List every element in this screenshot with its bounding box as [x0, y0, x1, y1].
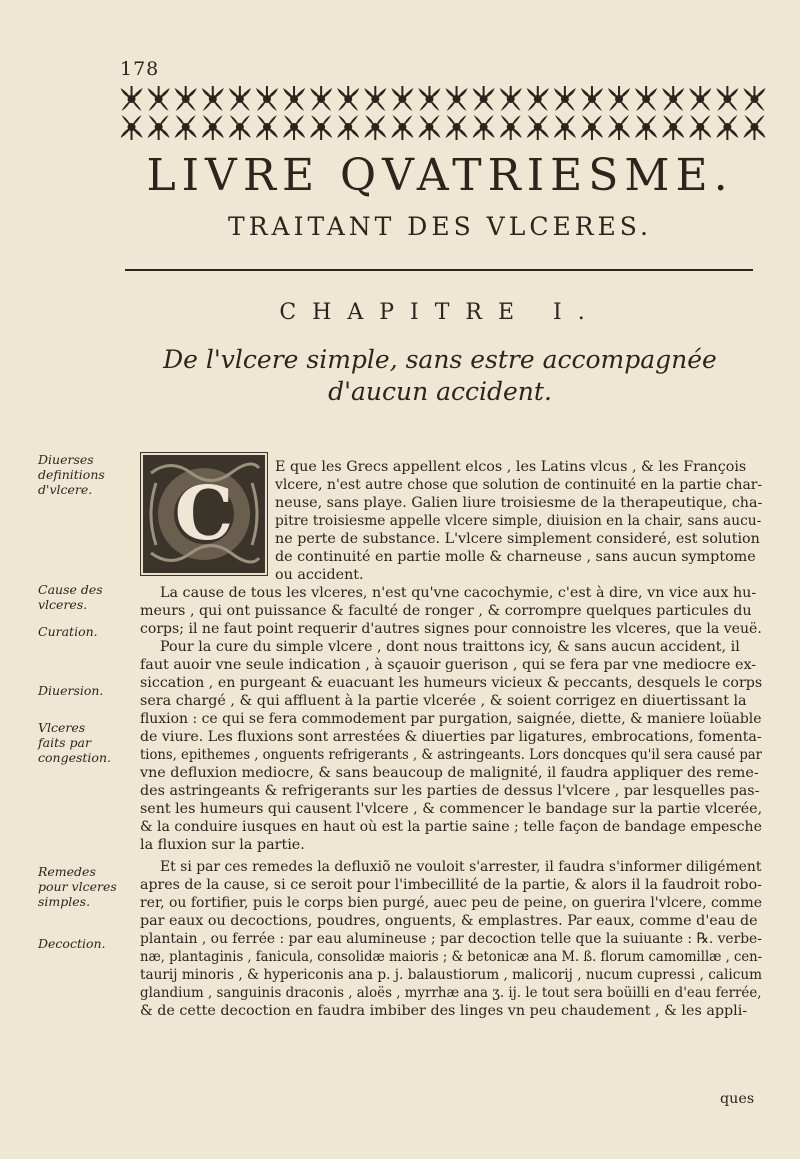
fleuron-unit: [500, 86, 522, 111]
fleuron-unit: [554, 86, 576, 111]
margin-note-line: congestion.: [38, 750, 111, 765]
body-line: corps; il ne faut point requerir d'autres signes pour connoistre les vlceres, que la veuë.: [140, 621, 762, 637]
body-line: glandium , sanguinis draconis , aloës , myrrhæ ana ʒ. ij. le tout sera boüilli en d'eau ferrée,: [140, 985, 762, 1001]
fleuron-unit: [473, 115, 495, 140]
fleuron-unit: [256, 115, 278, 140]
fleuron-unit: [364, 115, 386, 140]
margin-note-line: d'vlcere.: [38, 482, 93, 497]
separator-rule: [125, 269, 753, 271]
fleuron-unit: [148, 115, 170, 140]
book-title: LIVRE QVATRIESME.: [146, 150, 734, 201]
fleuron-unit: [175, 86, 197, 111]
page-number: 178: [120, 58, 160, 80]
fleuron-unit: [256, 86, 278, 111]
fleuron-unit: [121, 115, 143, 140]
fleuron-unit: [310, 86, 332, 111]
margin-note-line: Remedes: [38, 864, 96, 879]
margin-note-curation: [38, 624, 120, 639]
body-line: par eaux ou decoctions, poudres, onguents, & emplastres. Par eaux, comme d'eau de: [140, 913, 758, 929]
fleuron-unit: [635, 115, 657, 140]
catchword: ques: [720, 1091, 755, 1107]
fleuron-unit: [418, 115, 440, 140]
body-line: de viure. Les fluxions sont arrestées & diuerties par ligatures, embrocations, fomenta-: [140, 729, 762, 745]
fleuron-unit: [581, 86, 603, 111]
fleuron-unit: [662, 115, 684, 140]
fleuron-ornament-band: [118, 84, 768, 142]
body-line: La cause de tous les vlceres, n'est qu'vne cacochymie, c'est à dire, vn vice aux hu-: [160, 585, 757, 601]
fleuron-unit: [283, 86, 305, 111]
body-line: Et si par ces remedes la defluxiõ ne vouloit s'arrester, il faudra s'informer diligément: [160, 859, 762, 875]
body-line: taurij minoris , & hypericonis ana p. j. balaustiorum , malicorij , nucum cupressi , calicum: [140, 967, 763, 983]
body-line: meurs , qui ont puissance & faculté de ronger , & corrompre quelques particules du: [140, 603, 752, 619]
fleuron-unit: [202, 86, 224, 111]
body-line: tions, epithemes , onguents refrigerants , & astringeants. Lors doncques qu'il sera causé par: [140, 747, 762, 763]
chapter-title-line: De l'vlcere simple, sans estre accompagnée: [163, 345, 717, 374]
margin-note-cause: [38, 582, 120, 612]
margin-note-line: Cause des: [38, 582, 103, 597]
margin-note-diversion: [38, 683, 120, 698]
fleuron-unit: [121, 86, 143, 111]
body-line: apres de la cause, si ce seroit pour l'imbecillité de la partie, & alors il la faudroit robo-: [140, 877, 762, 893]
body-line: sera chargé , & qui affluent à la partie vlcerée , & soient corrigez en diuertissant la: [140, 693, 747, 709]
fleuron-unit: [310, 115, 332, 140]
body-line: faut auoir vne seule indication , à sçauoir guerison , qui se fera par vne mediocre ex-: [140, 657, 757, 673]
margin-note-line: Curation.: [38, 624, 98, 639]
fleuron-unit: [716, 115, 738, 140]
fleuron-unit: [283, 115, 305, 140]
fleuron-unit: [743, 86, 765, 111]
body-line: de continuité en partie molle & charneuse , sans aucun symptome: [275, 549, 756, 565]
fleuron-unit: [337, 115, 359, 140]
chapter-title: [115, 344, 765, 408]
margin-note-decoction: [38, 936, 120, 951]
chapter-heading: CHAPITRE I.: [279, 300, 601, 325]
drop-cap-letter: C: [174, 471, 234, 557]
fleuron-unit: [391, 86, 413, 111]
margin-note-line: Diuersion.: [38, 683, 104, 698]
body-line: Pour la cure du simple vlcere , dont nous traittons icy, & sans aucun accident, il: [160, 639, 740, 655]
book-subtitle: TRAITANT DES VLCERES.: [228, 212, 652, 241]
decorated-initial: [140, 452, 268, 576]
fleuron-unit: [175, 115, 197, 140]
fleuron-unit: [473, 86, 495, 111]
fleuron-unit: [500, 115, 522, 140]
fleuron-unit: [689, 86, 711, 111]
body-line: fluxion : ce qui se fera commodement par purgation, saignée, diette, & maniere loüable: [140, 711, 762, 727]
fleuron-unit: [148, 86, 170, 111]
body-line: ou accident.: [275, 567, 364, 583]
fleuron-unit: [527, 86, 549, 111]
fleuron-unit: [364, 86, 386, 111]
fleuron-unit: [608, 86, 630, 111]
fleuron-unit: [716, 86, 738, 111]
fleuron-unit: [202, 115, 224, 140]
body-line: næ, plantaginis , fanicula, consolidæ maioris ; & betonicæ ana M. ß. florum camomillæ , cen-: [140, 949, 763, 965]
fleuron-unit: [743, 115, 765, 140]
body-line: pitre troisiesme appelle vlcere simple, diuision en la chair, sans aucu-: [275, 513, 762, 529]
body-line: rer, ou fortifier, puis le corps bien purgé, auec peu de peine, on guerira l'vlcere, comme: [140, 895, 763, 911]
fleuron-unit: [527, 115, 549, 140]
body-line: sent les humeurs qui causent l'vlcere , & commencer le bandage sur la partie vlcerée,: [140, 801, 763, 817]
fleuron-unit: [418, 86, 440, 111]
margin-note-remedies: [38, 864, 120, 909]
margin-note-line: Vlceres: [38, 720, 86, 735]
body-line: des astringeants & refrigerants sur les parties de dessus l'vlcere , par lesquelles pas-: [140, 783, 760, 799]
body-line: & la conduire iusques en haut où est la partie saine ; telle façon de bandage empesche: [140, 819, 762, 835]
chapter-title-line: d'aucun accident.: [328, 377, 552, 406]
margin-note-line: Decoction.: [38, 936, 106, 951]
fleuron-unit: [662, 86, 684, 111]
fleuron-unit: [554, 115, 576, 140]
margin-note-line: simples.: [38, 894, 91, 909]
fleuron-unit: [689, 115, 711, 140]
fleuron-unit: [229, 86, 251, 111]
body-line: E que les Grecs appellent elcos , les Latins vlcus , & les François: [275, 459, 747, 475]
fleuron-unit: [229, 115, 251, 140]
margin-note-definitions: [38, 452, 120, 497]
body-line: vne defluxion mediocre, & sans beaucoup de malignité, il faudra appliquer des reme-: [140, 765, 759, 781]
margin-note-ulcers-congestion: [38, 720, 120, 765]
fleuron-unit: [581, 115, 603, 140]
body-line: la fluxion sur la partie.: [140, 837, 305, 853]
body-line: & de cette decoction en faudra imbiber des linges vn peu chaudement , & les appli-: [140, 1003, 748, 1019]
margin-note-line: Diuerses: [38, 452, 94, 467]
body-line: plantain , ou ferrée : par eau alumineuse ; par decoction telle que la suiuante : ℞. verbe-: [140, 931, 762, 947]
margin-note-line: faits par: [38, 735, 91, 750]
fleuron-unit: [337, 86, 359, 111]
body-line: siccation , en purgeant & euacuant les humeurs vicieux & peccants, desquels le corps: [140, 675, 763, 691]
margin-note-line: vlceres.: [38, 597, 88, 612]
body-line: ne perte de substance. L'vlcere simplement consideré, est solution: [275, 531, 760, 547]
fleuron-unit: [635, 86, 657, 111]
fleuron-unit: [391, 115, 413, 140]
fleuron-unit: [608, 115, 630, 140]
margin-note-line: pour vlceres: [38, 879, 117, 894]
body-line: vlcere, n'est autre chose que solution de continuité en la partie char-: [275, 477, 763, 493]
fleuron-unit: [446, 115, 468, 140]
margin-note-line: definitions: [38, 467, 105, 482]
fleuron-unit: [446, 86, 468, 111]
body-line: neuse, sans playe. Galien liure troisiesme de la therapeutique, cha-: [275, 495, 763, 511]
